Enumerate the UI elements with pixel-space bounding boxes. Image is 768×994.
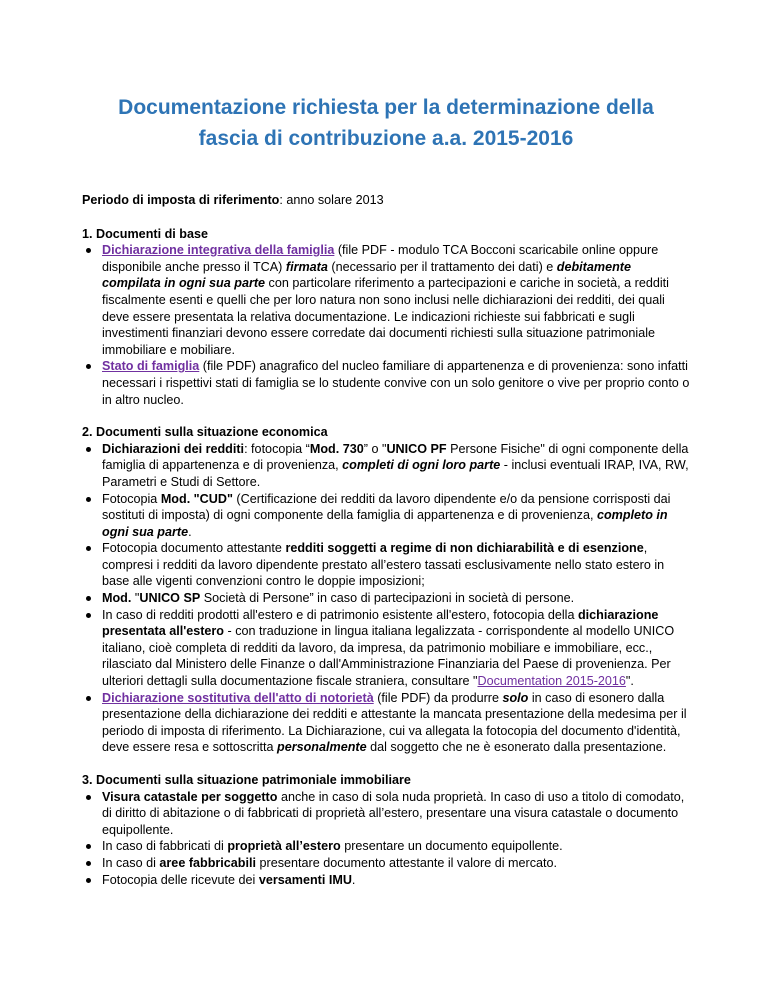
family-status-link[interactable]: Stato di famiglia	[102, 359, 200, 374]
emphasis-text: completi di ogni loro parte	[342, 458, 501, 473]
list-item-text: Fotocopia documento attestante	[102, 541, 286, 556]
list-item-text: , compresi i redditi da lavoro dipendente prestato all’estero tassati esclusivamente nello stato estero in base alle vigenti convenzioni contro le doppie imposizioni;	[102, 541, 665, 589]
list-item	[82, 441, 690, 491]
list-item-text: In caso di fabbricati di	[102, 839, 228, 854]
emphasis-text: debitamente compilata in ogni sua parte	[102, 259, 631, 291]
section-title: 1. Documenti di base	[82, 226, 208, 241]
bold-text: proprietà all’estero	[227, 839, 341, 854]
list-item-text: Fotocopia	[102, 491, 161, 506]
section-basic-documents	[82, 226, 690, 409]
bullet-list	[82, 789, 690, 889]
list-item-text: Società di Persone” in caso di partecipazioni in società di persone.	[200, 591, 575, 606]
list-item-text: .	[351, 872, 356, 887]
bold-text: Mod. 730	[309, 441, 364, 456]
list-item-text: (necessario per il trattamento dei dati) e	[327, 259, 557, 274]
tax-period	[82, 192, 690, 209]
list-item-text: dal soggetto che ne è esonerato dalla presentazione.	[366, 740, 667, 755]
emphasis-text: completo in ogni sua parte	[102, 508, 668, 539]
list-item-text: .	[188, 524, 192, 539]
list-item-text: ” o "	[363, 441, 387, 456]
list-item-text: Persone Fisiche" di ogni componente della famiglia di appartenenza e di provenienza,	[102, 441, 689, 473]
section-title: 3. Documenti sulla situazione patrimoniale immobiliare	[82, 773, 411, 787]
list-item	[82, 855, 690, 872]
bold-text: Mod. "CUD"	[160, 491, 233, 506]
list-item	[82, 590, 690, 607]
tax-period-label: Periodo di imposta di riferimento	[82, 193, 280, 207]
bold-text: Dichiarazioni dei redditi	[102, 441, 245, 456]
family-declaration-link[interactable]: Dichiarazione integrativa della famiglia	[102, 243, 335, 258]
list-item-text: anche in caso di sola nuda proprietà. In caso di uso a titolo di comodato, di diritto di abitazione o di fabbricati di proprietà all’estero, presentare una visura catastale o documento equipollente.	[102, 789, 685, 837]
section-title: 2. Documenti sulla situazione economica	[82, 425, 328, 440]
section-economic-documents	[82, 424, 690, 756]
bold-text: dichiarazione presentata all'estero	[102, 607, 659, 639]
page-title: Documentazione richiesta per la determinazione della fascia di contribuzione a.a. 2015-2016	[118, 96, 654, 150]
list-item	[82, 242, 690, 358]
list-item	[82, 789, 690, 839]
list-item-text: "	[131, 591, 140, 606]
bold-text: UNICO PF	[386, 441, 447, 456]
bullet-list	[82, 242, 690, 408]
list-item-text: In caso di	[102, 855, 160, 870]
list-item	[82, 540, 690, 590]
list-item-text: presentare un documento equipollente.	[340, 839, 563, 854]
emphasis-text: solo	[502, 690, 529, 705]
bold-text: aree fabbricabili	[159, 855, 256, 870]
bullet-list	[82, 441, 690, 756]
bold-text: redditi soggetti a regime di non dichiarabilità e di esenzione	[285, 541, 644, 556]
bold-text: Mod.	[102, 591, 132, 606]
list-item-text: (file PDF) anagrafico del nucleo familiare di appartenenza e di provenienza: sono infatti necessari i rispettivi stati di famiglia se lo studente convive con un solo genitore o vive per proprio conto o in altro nucleo.	[102, 359, 690, 407]
list-item-text: (file PDF - modulo TCA Bocconi scaricabile online oppure disponibile anche presso il TCA)	[102, 243, 659, 274]
list-item-text: - inclusi eventuali IRAP, IVA, RW, Parametri e Studi di Settore.	[102, 458, 689, 489]
emphasis-text: personalmente	[277, 740, 367, 755]
bold-text: Visura catastale per soggetto	[102, 789, 278, 804]
list-item-text: Fotocopia delle ricevute dei	[102, 872, 259, 887]
list-item-text: (Certificazione dei redditi da lavoro dipendente e/o da pensione corrisposti dai sostituti di imposta) di ogni componente della famiglia di appartenenza e di provenienza,	[102, 491, 671, 523]
list-item-text: In caso di redditi prodotti all'estero e di patrimonio esistente all'estero, fotocopia della	[102, 607, 578, 622]
list-item	[82, 358, 690, 408]
bold-text: UNICO SP	[139, 591, 201, 606]
bold-text: versamenti IMU	[258, 872, 352, 887]
list-item-text: ".	[625, 674, 634, 689]
list-item-text: : fotocopia “	[244, 441, 310, 456]
list-item	[82, 838, 690, 855]
list-item	[82, 607, 690, 690]
substitute-declaration-link[interactable]: Dichiarazione sostitutiva dell'atto di notorietà	[102, 690, 374, 705]
list-item-text: presentare documento attestante il valore di mercato.	[256, 855, 558, 870]
list-item	[82, 690, 690, 756]
section-property-documents	[82, 772, 690, 888]
documentation-link[interactable]: Documentation 2015-2016	[477, 674, 626, 689]
list-item-text: in caso di esonero dalla presentazione della dichiarazione dei redditi e attestante la mancata presentazione della medesima per il periodo di imposta di riferimento. La Dichiarazione, cui va allegata la fotocopia del documento d'identità, deve essere resa e sottoscritta	[102, 690, 687, 755]
list-item	[82, 872, 690, 889]
list-item-text: - con traduzione in lingua italiana legalizzata - corrispondente al modello UNICO italiano, cioè completa di redditi da lavoro, da impresa, da patrimonio mobiliare e immobiliare, ecc., rilasciato dal Ministero delle Finanze o dall'Amministrazione Finanziaria del Paese di provenienza. Per ulteriori dettagli sulla documentazione fiscale straniera, consultare "	[102, 624, 675, 689]
tax-period-value: : anno solare 2013	[279, 193, 384, 207]
emphasis-text: firmata	[285, 259, 328, 274]
list-item	[82, 491, 690, 541]
list-item-text: con particolare riferimento a partecipazioni e cariche in società, a redditi fiscalmente esenti e quelli che per loro natura non sono inclusi nelle dichiarazioni dei redditi, dei quali deve essere presentata la relativa documentazione. Le indicazioni richieste sui fabbricati e sugli investimenti finanziari devono essere corredate dai documenti richiesti sulla situazione patrimoniale immobiliare e mobiliare.	[102, 276, 669, 357]
list-item-text: (file PDF) da produrre	[373, 690, 503, 705]
